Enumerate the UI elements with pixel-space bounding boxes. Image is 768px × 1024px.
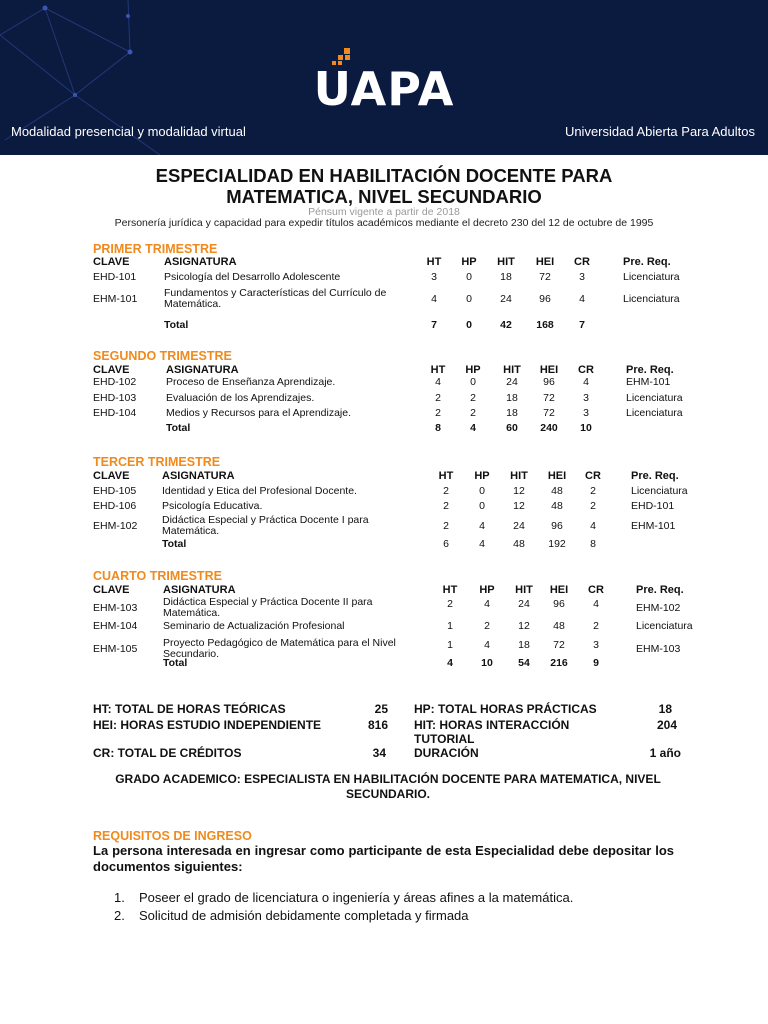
- course-code: EHM-102: [93, 520, 138, 532]
- course-prereq: Licenciatura: [623, 293, 680, 305]
- trimester-title: CUARTO TRIMESTRE: [93, 569, 222, 583]
- column-header-cr: CR: [574, 256, 590, 268]
- course-cr: 2: [590, 485, 596, 497]
- column-header-hei: HEI: [535, 256, 555, 268]
- column-header-hei: HEI: [547, 470, 567, 482]
- course-cr: 4: [579, 293, 585, 305]
- trimester-title: PRIMER TRIMESTRE: [93, 242, 218, 256]
- course-ht: 2: [447, 598, 453, 610]
- total-hp: 10: [481, 657, 493, 669]
- hit-value: 204: [656, 718, 677, 732]
- list-item-number: 2.: [114, 908, 125, 923]
- course-hp: 2: [470, 392, 476, 404]
- column-header-ht: HT: [426, 256, 442, 268]
- column-header-ht: HT: [438, 470, 454, 482]
- course-cr: 3: [593, 639, 599, 651]
- requisitos-intro: La persona interesada en ingresar como participante de esta Especialidad debe depositar los documentos siguientes:: [93, 843, 674, 874]
- course-name: Didáctica Especial y Práctica Docente II para Matemática.: [163, 596, 373, 619]
- list-item-number: 1.: [114, 890, 125, 905]
- duracion-label: DURACIÓN: [414, 746, 479, 760]
- list-item-text: Poseer el grado de licenciatura o ingeniería y áreas afines a la matemática.: [139, 890, 574, 905]
- column-header-ht: HT: [430, 364, 446, 376]
- total-label: Total: [164, 319, 189, 331]
- header-banner: [0, 0, 768, 155]
- list-item: [114, 889, 573, 907]
- column-header-asignatura: ASIGNATURA: [166, 364, 239, 376]
- course-name: Proyecto Pedagógico de Matemática para el Nivel Secundario.: [163, 637, 396, 660]
- course-hei: 48: [553, 620, 565, 632]
- ht-label: HT: TOTAL DE HORAS TEÓRICAS: [93, 702, 286, 716]
- course-name: Didáctica Especial y Práctica Docente I para Matemática.: [162, 514, 369, 537]
- column-header-prereq: Pre. Req.: [636, 584, 684, 596]
- ht-value: 25: [374, 702, 388, 716]
- course-name: Seminario de Actualización Profesional: [163, 620, 345, 632]
- course-code: EHD-101: [93, 271, 137, 283]
- column-header-asignatura: ASIGNATURA: [163, 584, 236, 596]
- total-hit: 54: [518, 657, 530, 669]
- total-ht: 8: [435, 422, 441, 434]
- course-name: Identidad y Etica del Profesional Docente.: [162, 485, 357, 497]
- university-name: Universidad Abierta Para Adultos: [564, 124, 755, 139]
- cr-value: 34: [372, 746, 386, 760]
- course-prereq: EHM-102: [636, 602, 681, 614]
- column-header-clave: CLAVE: [93, 364, 130, 376]
- personeria-text: Personería jurídica y capacidad para expedir títulos académicos mediante el decreto 230 del 12 de octubre de 1995: [114, 217, 654, 229]
- total-label: Total: [162, 538, 187, 550]
- course-hei: 96: [551, 520, 563, 532]
- course-cr: 3: [579, 271, 585, 283]
- list-item-text: Solicitud de admisión debidamente completada y firmada: [139, 908, 469, 923]
- course-cr: 4: [583, 376, 589, 388]
- hp-label: HP: TOTAL HORAS PRÁCTICAS: [414, 702, 597, 716]
- course-prereq: EHM-101: [631, 520, 676, 532]
- course-ht: 3: [431, 271, 437, 283]
- course-hit: 18: [506, 407, 518, 419]
- hit-label: HIT: HORAS INTERACCIÓN TUTORIAL: [414, 718, 570, 746]
- total-label: Total: [166, 422, 191, 434]
- column-header-prereq: Pre. Req.: [626, 364, 674, 376]
- total-hp: 0: [466, 319, 472, 331]
- total-ht: 6: [443, 538, 449, 550]
- trimester-title: SEGUNDO TRIMESTRE: [93, 349, 232, 363]
- duracion-value: 1 año: [649, 746, 681, 760]
- course-hp: 0: [466, 271, 472, 283]
- course-hp: 0: [479, 500, 485, 512]
- column-header-hp: HP: [465, 364, 481, 376]
- uapa-logo: UAPA: [313, 62, 455, 116]
- hp-value: 18: [658, 702, 672, 716]
- course-prereq: EHD-101: [631, 500, 675, 512]
- total-ht: 4: [447, 657, 453, 669]
- course-ht: 4: [435, 376, 441, 388]
- trimester-title: TERCER TRIMESTRE: [93, 455, 221, 469]
- course-hei: 72: [543, 392, 555, 404]
- course-code: EHD-102: [93, 376, 137, 388]
- total-label: Total: [163, 657, 188, 669]
- course-prereq: Licenciatura: [631, 485, 688, 497]
- course-cr: 4: [590, 520, 596, 532]
- course-hei: 48: [551, 485, 563, 497]
- total-hp: 4: [470, 422, 476, 434]
- title-line-1: ESPECIALIDAD EN HABILITACIÓN DOCENTE PARA: [155, 165, 613, 186]
- total-hei: 216: [550, 657, 568, 669]
- requisitos-title: REQUISITOS DE INGRESO: [93, 829, 252, 843]
- course-name: Psicología Educativa.: [162, 500, 263, 512]
- course-ht: 2: [443, 520, 449, 532]
- course-ht: 2: [435, 407, 441, 419]
- total-hei: 168: [536, 319, 554, 331]
- course-hit: 18: [500, 271, 512, 283]
- course-name: Fundamentos y Características del Currículo de Matemática.: [164, 287, 387, 310]
- course-code: EHM-105: [93, 643, 138, 655]
- hei-value: 816: [367, 718, 388, 732]
- course-hp: 2: [470, 407, 476, 419]
- column-header-hit: HIT: [510, 470, 528, 482]
- column-header-cr: CR: [585, 470, 601, 482]
- column-header-cr: CR: [578, 364, 594, 376]
- course-hei: 96: [553, 598, 565, 610]
- total-cr: 10: [580, 422, 592, 434]
- column-header-prereq: Pre. Req.: [631, 470, 679, 482]
- course-code: EHM-103: [93, 602, 138, 614]
- total-hp: 4: [479, 538, 485, 550]
- total-ht: 7: [431, 319, 437, 331]
- course-ht: 1: [447, 639, 453, 651]
- course-hei: 48: [551, 500, 563, 512]
- course-cr: 2: [590, 500, 596, 512]
- modalidad-text: Modalidad presencial y modalidad virtual: [11, 124, 246, 139]
- total-hit: 60: [506, 422, 518, 434]
- course-code: EHD-106: [93, 500, 137, 512]
- course-hp: 4: [484, 598, 490, 610]
- course-cr: 3: [583, 392, 589, 404]
- course-name: Proceso de Enseñanza Aprendizaje.: [166, 376, 336, 388]
- course-name: Medios y Recursos para el Aprendizaje.: [166, 407, 352, 419]
- course-hp: 0: [466, 293, 472, 305]
- column-header-clave: CLAVE: [93, 470, 130, 482]
- course-hp: 4: [484, 639, 490, 651]
- column-header-clave: CLAVE: [93, 256, 130, 268]
- course-code: EHM-101: [93, 293, 138, 305]
- course-name: Psicología del Desarrollo Adolescente: [164, 271, 341, 283]
- title-line-2: MATEMATICA, NIVEL SECUNDARIO: [226, 186, 542, 207]
- column-header-hei: HEI: [539, 364, 559, 376]
- column-header-hp: HP: [479, 584, 495, 596]
- course-hit: 24: [500, 293, 512, 305]
- course-ht: 2: [443, 500, 449, 512]
- column-header-prereq: Pre. Req.: [623, 256, 671, 268]
- course-hp: 2: [484, 620, 490, 632]
- total-cr: 7: [579, 319, 585, 331]
- document-title: [0, 165, 768, 207]
- total-cr: 8: [590, 538, 596, 550]
- course-name: Evaluación de los Aprendizajes.: [166, 392, 315, 404]
- column-header-cr: CR: [588, 584, 604, 596]
- column-header-hit: HIT: [497, 256, 515, 268]
- course-hei: 72: [543, 407, 555, 419]
- cr-label: CR: TOTAL DE CRÉDITOS: [93, 746, 242, 760]
- course-code: EHM-104: [93, 620, 138, 632]
- course-ht: 2: [443, 485, 449, 497]
- course-hit: 24: [518, 598, 530, 610]
- course-code: EHD-105: [93, 485, 137, 497]
- course-hit: 12: [513, 485, 525, 497]
- course-code: EHD-103: [93, 392, 137, 404]
- course-hit: 18: [518, 639, 530, 651]
- course-hit: 24: [506, 376, 518, 388]
- course-prereq: Licenciatura: [626, 392, 683, 404]
- course-cr: 4: [593, 598, 599, 610]
- course-hit: 12: [513, 500, 525, 512]
- column-header-asignatura: ASIGNATURA: [162, 470, 235, 482]
- total-cr: 9: [593, 657, 599, 669]
- total-hit: 42: [500, 319, 512, 331]
- grado-academico: GRADO ACADEMICO: ESPECIALISTA EN HABILITACIÓN DOCENTE PARA MATEMATICA, NIVEL SECUNDARIO.: [115, 772, 661, 801]
- course-prereq: Licenciatura: [623, 271, 680, 283]
- column-header-hit: HIT: [503, 364, 521, 376]
- course-hit: 24: [513, 520, 525, 532]
- total-hei: 240: [540, 422, 558, 434]
- column-header-hei: HEI: [549, 584, 569, 596]
- pensum-text: Pénsum vigente a partir de 2018: [308, 206, 460, 218]
- column-header-hit: HIT: [515, 584, 533, 596]
- course-prereq: EHM-101: [626, 376, 671, 388]
- course-hp: 0: [470, 376, 476, 388]
- course-hp: 0: [479, 485, 485, 497]
- course-ht: 1: [447, 620, 453, 632]
- course-hei: 96: [539, 293, 551, 305]
- course-prereq: Licenciatura: [636, 620, 693, 632]
- total-hit: 48: [513, 538, 525, 550]
- column-header-hp: HP: [474, 470, 490, 482]
- column-header-ht: HT: [442, 584, 458, 596]
- course-ht: 4: [431, 293, 437, 305]
- course-hei: 96: [543, 376, 555, 388]
- total-hei: 192: [548, 538, 566, 550]
- course-hit: 18: [506, 392, 518, 404]
- course-cr: 2: [593, 620, 599, 632]
- course-ht: 2: [435, 392, 441, 404]
- course-hei: 72: [553, 639, 565, 651]
- column-header-asignatura: ASIGNATURA: [164, 256, 237, 268]
- requisitos-list: [114, 889, 573, 925]
- course-prereq: Licenciatura: [626, 407, 683, 419]
- hei-label: HEI: HORAS ESTUDIO INDEPENDIENTE: [93, 718, 322, 732]
- course-cr: 3: [583, 407, 589, 419]
- list-item: [114, 907, 573, 925]
- course-hei: 72: [539, 271, 551, 283]
- course-hit: 12: [518, 620, 530, 632]
- column-header-hp: HP: [461, 256, 477, 268]
- course-prereq: EHM-103: [636, 643, 681, 655]
- course-code: EHD-104: [93, 407, 137, 419]
- column-header-clave: CLAVE: [93, 584, 130, 596]
- course-hp: 4: [479, 520, 485, 532]
